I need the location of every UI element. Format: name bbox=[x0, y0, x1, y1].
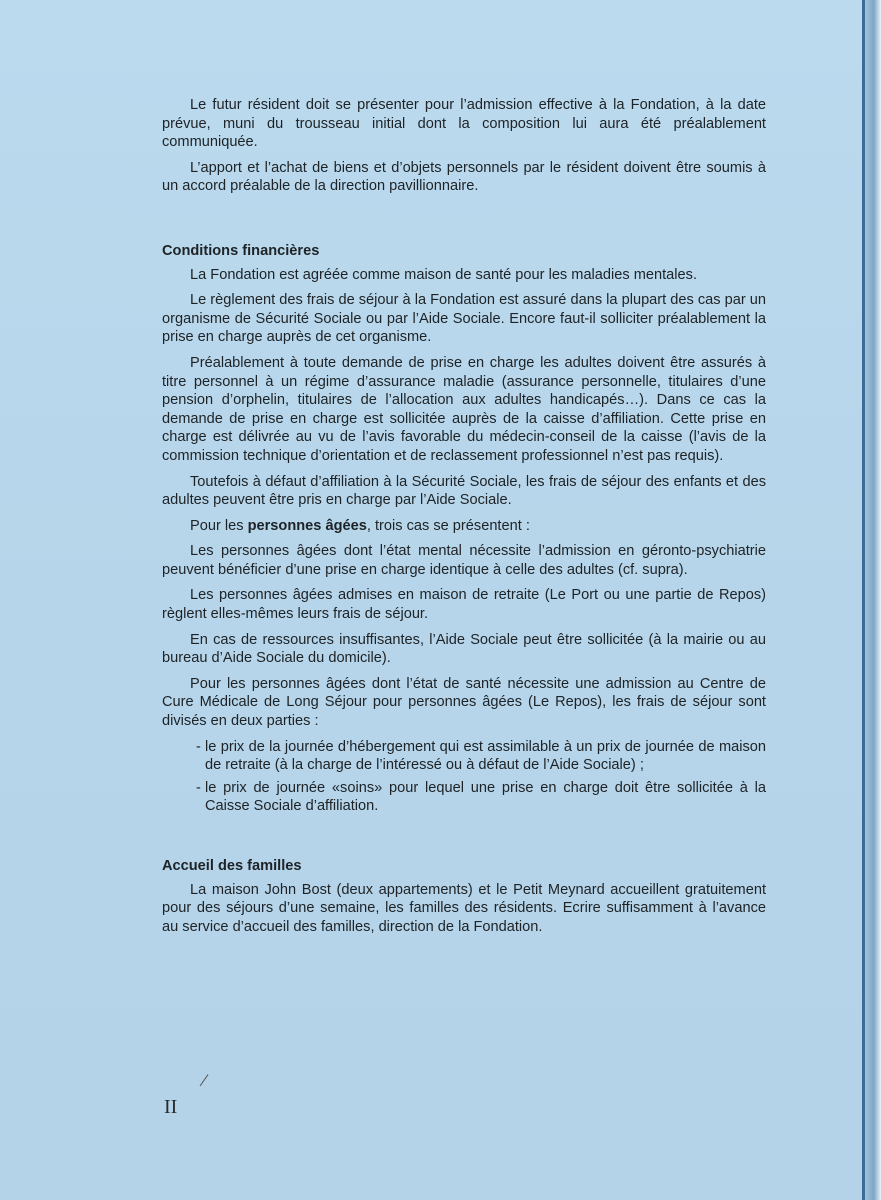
list-item bbox=[162, 738, 766, 775]
list-item-text: le prix de journée «soins» pour lequel une prise en charge doit être sollicitée à la Caisse Sociale d’affiliation. bbox=[205, 779, 766, 815]
cost-parts-list bbox=[162, 738, 766, 816]
list-dash: - bbox=[196, 779, 201, 796]
page-number: II bbox=[164, 1096, 178, 1118]
heading-family-reception: Accueil des familles bbox=[162, 858, 302, 874]
financial-paragraph-5 bbox=[162, 517, 766, 536]
financial-paragraph-4: Toutefois à défaut d’affiliation à la Sécurité Sociale, les frais de séjour des enfants et des adultes peuvent être pris en charge par l’Aide Sociale. bbox=[162, 473, 766, 509]
intro-paragraph-2: L’apport et l’achat de biens et d’objets personnels par le résident doivent être soumis à un accord préalable de la direction pavillionnaire. bbox=[162, 159, 766, 195]
families-paragraph-1: La maison John Bost (deux appartements) et le Petit Meynard accueillent gratuitement pour des séjours d’une semaine, les familles des résidents. Ecrire suffisamment à l’avance au service d’accueil des familles, direction de la Fondation. bbox=[162, 881, 766, 935]
paragraph-text: , trois cas se présentent : bbox=[366, 517, 530, 534]
financial-paragraph-2: Le règlement des frais de séjour à la Fondation est assuré dans la plupart des cas par un organisme de Sécurité Sociale ou par l’Aide Sociale. Encore faut-il solliciter préalablement la prise en charge auprès de cet organisme. bbox=[162, 292, 766, 346]
financial-paragraph-6: Les personnes âgées dont l’état mental nécessite l’admission en géronto-psychiatrie peuvent bénéficier d’une prise en charge identique à celle des adultes (cf. supra). bbox=[162, 543, 766, 578]
intro-paragraph-1: Le futur résident doit se présenter pour l’admission effective à la Fondation, à la date prévue, muni du trousseau initial dont la composition lui aura été préalablement communiquée. bbox=[162, 97, 766, 151]
page-edge bbox=[863, 0, 881, 1200]
heading-financial-conditions: Conditions financières bbox=[162, 242, 320, 259]
document-body bbox=[162, 96, 766, 943]
financial-paragraph-7: Les personnes âgées admises en maison de retraite (Le Port ou une partie de Repos) règlent elles-mêmes leurs frais de séjour. bbox=[162, 587, 766, 623]
financial-paragraph-9: Pour les personnes âgées dont l’état de santé nécessite une admission au Centre de Cure Médicale de Long Séjour pour personnes âgées (Le Repos), les frais de séjour sont divisés en deux parties : bbox=[162, 675, 766, 730]
list-item-text: le prix de la journée d’hébergement qui est assimilable à un prix de journée de maison de retraite (à la charge de l’intéressé ou à défaut de l’Aide Sociale) ; bbox=[205, 738, 766, 774]
financial-paragraph-8: En cas de ressources insuffisantes, l’Aide Sociale peut être sollicitée (à la mairie ou au bureau d’Aide Sociale du domicile). bbox=[162, 631, 766, 667]
financial-paragraph-1: La Fondation est agréée comme maison de santé pour les maladies mentales. bbox=[190, 266, 698, 283]
list-item bbox=[162, 779, 766, 816]
list-dash: - bbox=[196, 738, 201, 755]
financial-paragraph-3: Préalablement à toute demande de prise en charge les adultes doivent être assurés à titre personnel à un régime d’assurance maladie (assurance personnelle, titulaires d’une pension d’orphelin, titulaires de l’allocation aux adultes handicapés…). Dans ce cas la demande de prise en charge est sollicitée auprès de la caisse d’affiliation. Cette prise en charge est délivrée au vu de l’avis favorable du médecin-conseil de la caisse (l’avis de la commission technique d’orientation et de reclassement professionnel n’est pas requis). bbox=[162, 354, 766, 464]
binding-line bbox=[862, 0, 865, 1200]
paragraph-text: Pour les bbox=[190, 517, 248, 534]
bold-term-elderly: personnes âgées bbox=[247, 517, 367, 534]
